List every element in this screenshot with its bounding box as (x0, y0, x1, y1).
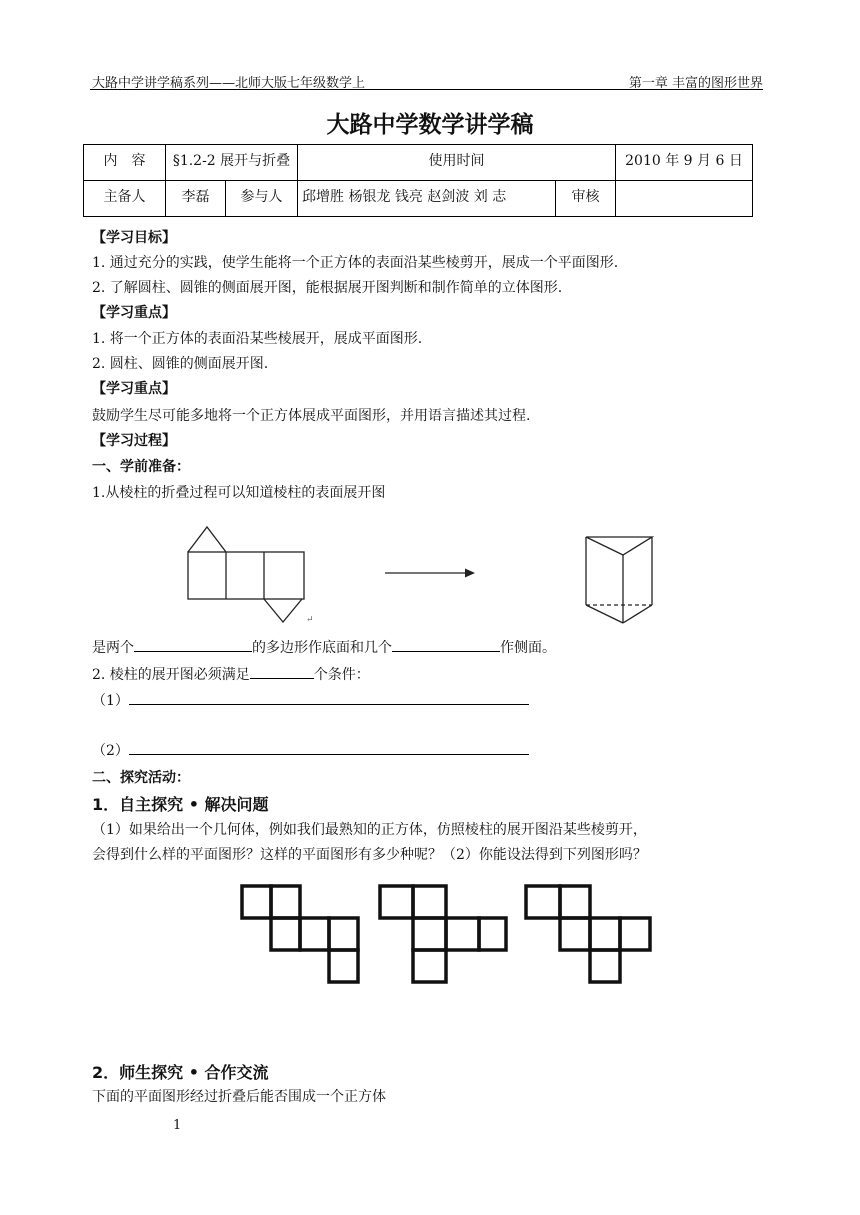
header-left: 大路中学讲学稿系列——北师大版七年级数学上 (92, 76, 366, 91)
section-1-heading: 1．自主探究 • 解决问题 (92, 795, 269, 814)
page-number: 1 (173, 1118, 182, 1133)
key-points-heading: 【学习重点】 (92, 305, 176, 321)
participants-label: 参与人 (226, 181, 298, 217)
key-points-heading-2: 【学习重点】 (92, 381, 176, 397)
preparer-label: 主备人 (84, 181, 166, 217)
fill-line-1 (92, 637, 556, 658)
review-label: 审核 (556, 181, 616, 217)
fill-line-2 (92, 664, 370, 685)
content-label: 内 容 (84, 145, 166, 181)
fill2-blank[interactable] (250, 664, 314, 679)
fill1-text-c: 作侧面。 (500, 640, 556, 656)
goals-heading: 【学习目标】 (92, 230, 176, 246)
fill1-blank-1[interactable] (134, 637, 252, 652)
participants-value: 邱增胜 杨银龙 钱亮 赵剑波 刘 志 (298, 181, 556, 217)
time-label: 使用时间 (298, 145, 616, 181)
condition-1-blank[interactable] (129, 690, 529, 705)
fill1-blank-2[interactable] (392, 637, 500, 652)
fill2-text-a: 2. 棱柱的展开图必须满足 (92, 667, 250, 683)
prep-item-1: 1.从棱柱的折叠过程可以知道棱柱的表面展开图 (92, 485, 386, 501)
condition-1-label: （1） (92, 693, 129, 709)
triangular-prism-figure (580, 525, 660, 630)
fill2-text-b: 个条件： (313, 667, 370, 683)
goal-item-2: 2. 了解圆柱、圆锥的侧面展开图，能根据展开图判断和制作简单的立体图形. (92, 280, 563, 296)
info-table (83, 144, 753, 217)
section-2-heading: 2．师生探究 • 合作交流 (92, 1063, 269, 1082)
explore-heading: 二、探究活动： (92, 770, 190, 786)
content-value: §1.2-2 展开与折叠 (166, 145, 298, 181)
arrow-icon (383, 565, 478, 581)
goal-item-1: 1. 通过充分的实践，使学生能将一个正方体的表面沿某些棱剪开，展成一个平面图形. (92, 255, 619, 271)
preparer-value: 李磊 (166, 181, 226, 217)
prep-heading: 一、学前准备： (92, 459, 190, 475)
condition-1 (92, 690, 529, 711)
header-right: 第一章 丰富的图形世界 (628, 76, 763, 91)
condition-2-label: （2） (92, 743, 129, 759)
cube-net-2 (376, 880, 511, 1005)
fill1-text-b: 的多边形作底面和几个 (252, 640, 392, 656)
condition-2-blank[interactable] (129, 740, 529, 755)
time-value: 2010 年 9 月 6 日 (616, 145, 753, 181)
condition-2 (92, 740, 529, 761)
key-points-2-text: 鼓励学生尽可能多地将一个正方体展成平面图形，并用语言描述其过程. (92, 408, 531, 424)
prism-net-figure (180, 525, 320, 625)
cube-net-3 (522, 880, 657, 1005)
svg-text:↵: ↵ (306, 615, 314, 625)
key-point-item-1: 1. 将一个正方体的表面沿某些棱展开，展成平面图形. (92, 331, 423, 347)
key-point-item-2: 2. 圆柱、圆锥的侧面展开图. (92, 356, 269, 372)
fill1-text-a: 是两个 (92, 640, 134, 656)
section-1-line-1: （1）如果给出一个几何体，例如我们最熟知的正方体，仿照棱柱的展开图沿某些棱剪开， (92, 822, 647, 838)
cube-net-1 (238, 880, 368, 1000)
review-value (616, 181, 753, 217)
section-1-line-2: 会得到什么样的平面图形？这样的平面图形有多少种呢？（2）你能设法得到下列图形吗？ (92, 847, 647, 863)
page-title: 大路中学数学讲学稿 (326, 112, 534, 138)
process-heading: 【学习过程】 (92, 433, 176, 449)
section-2-line-1: 下面的平面图形经过折叠后能否围成一个正方体 (92, 1089, 386, 1105)
header-divider (90, 89, 763, 90)
